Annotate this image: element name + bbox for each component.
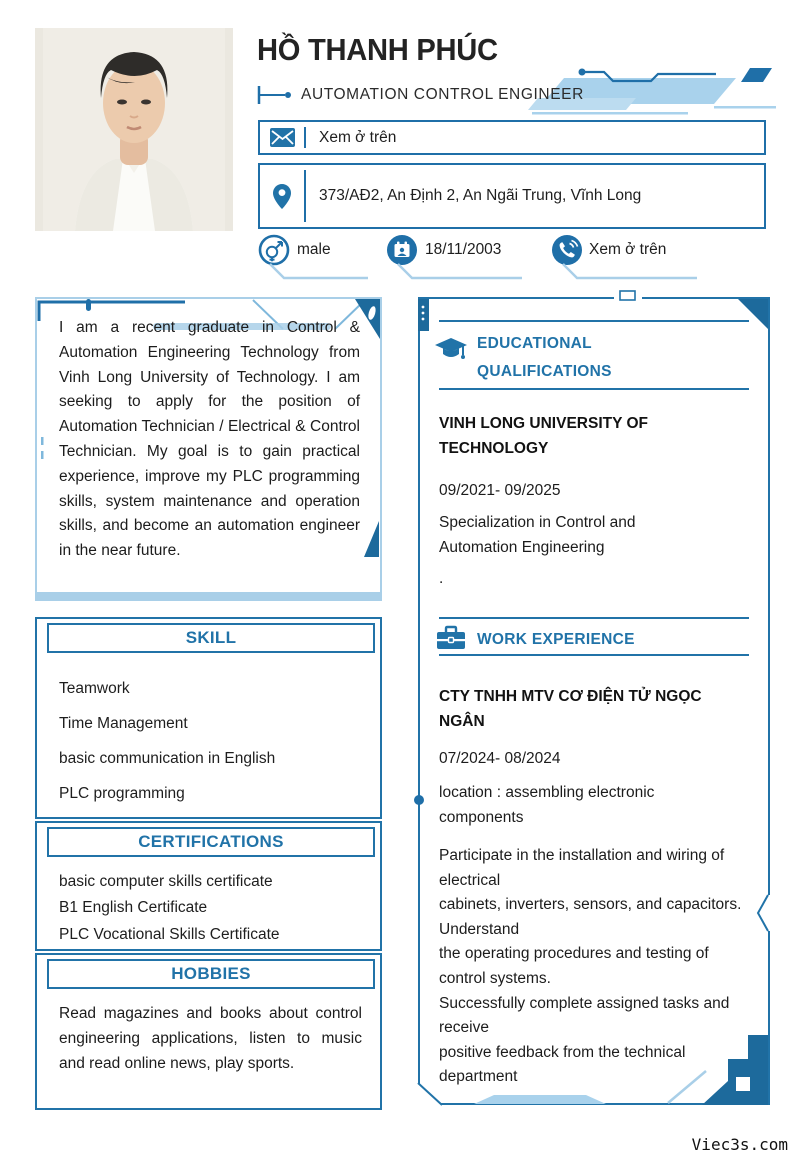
skill-item: Teamwork: [59, 680, 130, 697]
experience-period: 07/2024- 08/2024: [439, 750, 561, 767]
gender-value: male: [297, 241, 331, 258]
job-title: AUTOMATION CONTROL ENGINEER: [301, 86, 584, 103]
email-value: Xem ở trên: [319, 128, 397, 146]
experience-description-line: the operating procedures and testing of control systems.: [439, 945, 709, 987]
dob-value: 18/11/2003: [425, 241, 502, 258]
section-rule: [439, 654, 749, 656]
experience-description-line: Participate in the installation and wiring of electrical: [439, 847, 725, 889]
certifications-title: CERTIFICATIONS: [47, 827, 375, 857]
email-box: [258, 120, 766, 155]
footer-brand-link[interactable]: Viec3s.com: [691, 1135, 788, 1154]
underline-decoration: [266, 263, 370, 281]
person-name: HỒ THANH PHÚC: [257, 32, 498, 67]
experience-description: [439, 844, 755, 1090]
location-pin-icon: [260, 165, 304, 227]
certification-item: B1 English Certificate: [59, 899, 208, 917]
phone-value: Xem ở trên: [589, 241, 667, 258]
envelope-icon: [260, 122, 304, 153]
education-school: VINH LONG UNIVERSITY OF TECHNOLOGY: [439, 415, 648, 457]
experience-description-line: cabinets, inverters, sensors, and capacitors. Understand: [439, 896, 742, 938]
phone-icon: [551, 234, 583, 266]
skill-title: SKILL: [47, 623, 375, 653]
experience-description-line: Successfully complete assigned tasks and receive: [439, 994, 730, 1037]
experience-location: location : assembling electronic components: [439, 784, 655, 826]
briefcase-icon: [436, 625, 466, 651]
section-rule: [439, 617, 749, 619]
underline-decoration: [394, 263, 524, 281]
certifications-section: [35, 821, 382, 951]
skill-item: Time Management: [59, 715, 188, 732]
hobbies-title: HOBBIES: [47, 959, 375, 989]
address-value: 373/AĐ2, An Định 2, An Ngãi Trung, Vĩnh Long: [319, 187, 642, 204]
title-dash-icon: [257, 84, 295, 106]
gender-icon: [258, 234, 290, 266]
skill-item: basic communication in English: [59, 750, 276, 767]
education-note: .: [439, 570, 444, 587]
skill-item: PLC programming: [59, 785, 185, 802]
experience-company: CTY TNHH MTV CƠ ĐIỆN TỬ NGỌC NGÂN: [439, 688, 702, 730]
about-box: [35, 297, 382, 601]
graduation-cap-icon: [434, 335, 468, 365]
hobbies-text: Read magazines and books about control engineering applications, listen to music and read online news, play sports.: [59, 1005, 362, 1072]
about-text: I am a recent graduate in Control & Automation Engineering Technology from Vinh Long University of Technology. I am seeking to apply for the position of Automation Technician / Electrical & Control Technician. My goal is to gain practical experience, improve my PLC programming skills, system maintenance and operation skills, and become an automation engineer in the near future.: [59, 319, 360, 560]
experience-description-line: positive feedback from the technical department: [439, 1043, 686, 1086]
education-title: EDUCATIONAL QUALIFICATIONS: [477, 335, 612, 380]
certification-item: PLC Vocational Skills Certificate: [59, 925, 280, 943]
portrait-graphic: [35, 28, 233, 231]
underline-decoration: [559, 263, 699, 281]
section-rule: [439, 388, 749, 390]
section-rule: [439, 320, 749, 322]
experience-title: WORK EXPERIENCE: [477, 631, 635, 648]
education-details: Specialization in Control and Automation Engineering: [439, 514, 636, 556]
certification-item: basic computer skills certificate: [59, 873, 273, 890]
skill-section: [35, 617, 382, 819]
address-box: [258, 163, 766, 229]
right-column: [418, 297, 770, 1105]
education-period: 09/2021- 09/2025: [439, 482, 561, 499]
profile-photo: [35, 28, 233, 231]
calendar-icon: [386, 234, 418, 266]
hobbies-section: [35, 953, 382, 1110]
